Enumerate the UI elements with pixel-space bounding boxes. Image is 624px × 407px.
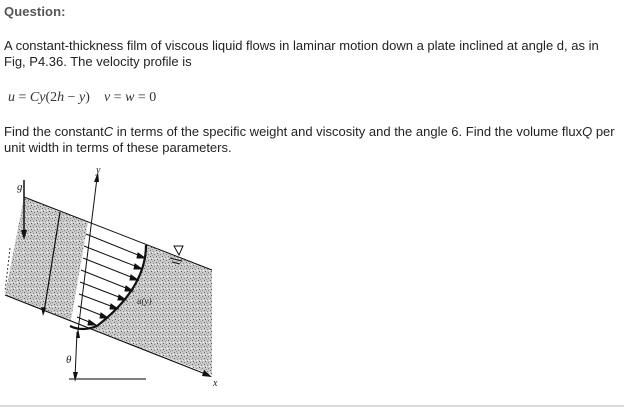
paragraph-1-line-2: Fig, P4.36. The velocity profile is	[4, 54, 192, 69]
paragraph-1-line-1: A constant-thickness film of viscous liquid flows in laminar motion down a plate inclined at angle d, as in	[4, 38, 599, 53]
question-paragraph-1	[4, 38, 616, 70]
constant-C: C	[103, 124, 114, 139]
formula-u: u	[8, 90, 15, 105]
label-x: x	[213, 378, 218, 389]
volume-flux-Q: Q	[582, 124, 593, 139]
question-heading: Question:	[4, 4, 66, 19]
label-theta: θ	[66, 354, 72, 366]
question-paragraph-2	[4, 124, 620, 156]
label-u-of-y: u(y)	[137, 296, 152, 306]
paragraph-2-line-1: Find the constantC in terms of the specific weight and viscosity and the angle 6. Find the volume fluxQ per	[4, 124, 615, 139]
free-surface-symbol-icon	[174, 246, 183, 255]
label-g: g	[17, 181, 23, 193]
formula-v: v	[103, 90, 111, 105]
paragraph-2-line-2: unit width in terms of these parameters.	[4, 140, 232, 155]
angle-theta-arrow	[75, 332, 77, 378]
formula-w: w	[125, 90, 135, 105]
label-y: y	[96, 165, 101, 176]
formula-C: C	[29, 90, 40, 105]
figure-p4-36	[0, 160, 240, 390]
velocity-profile-formula: u = Cy(2h − y) v = w = 0	[8, 90, 157, 105]
